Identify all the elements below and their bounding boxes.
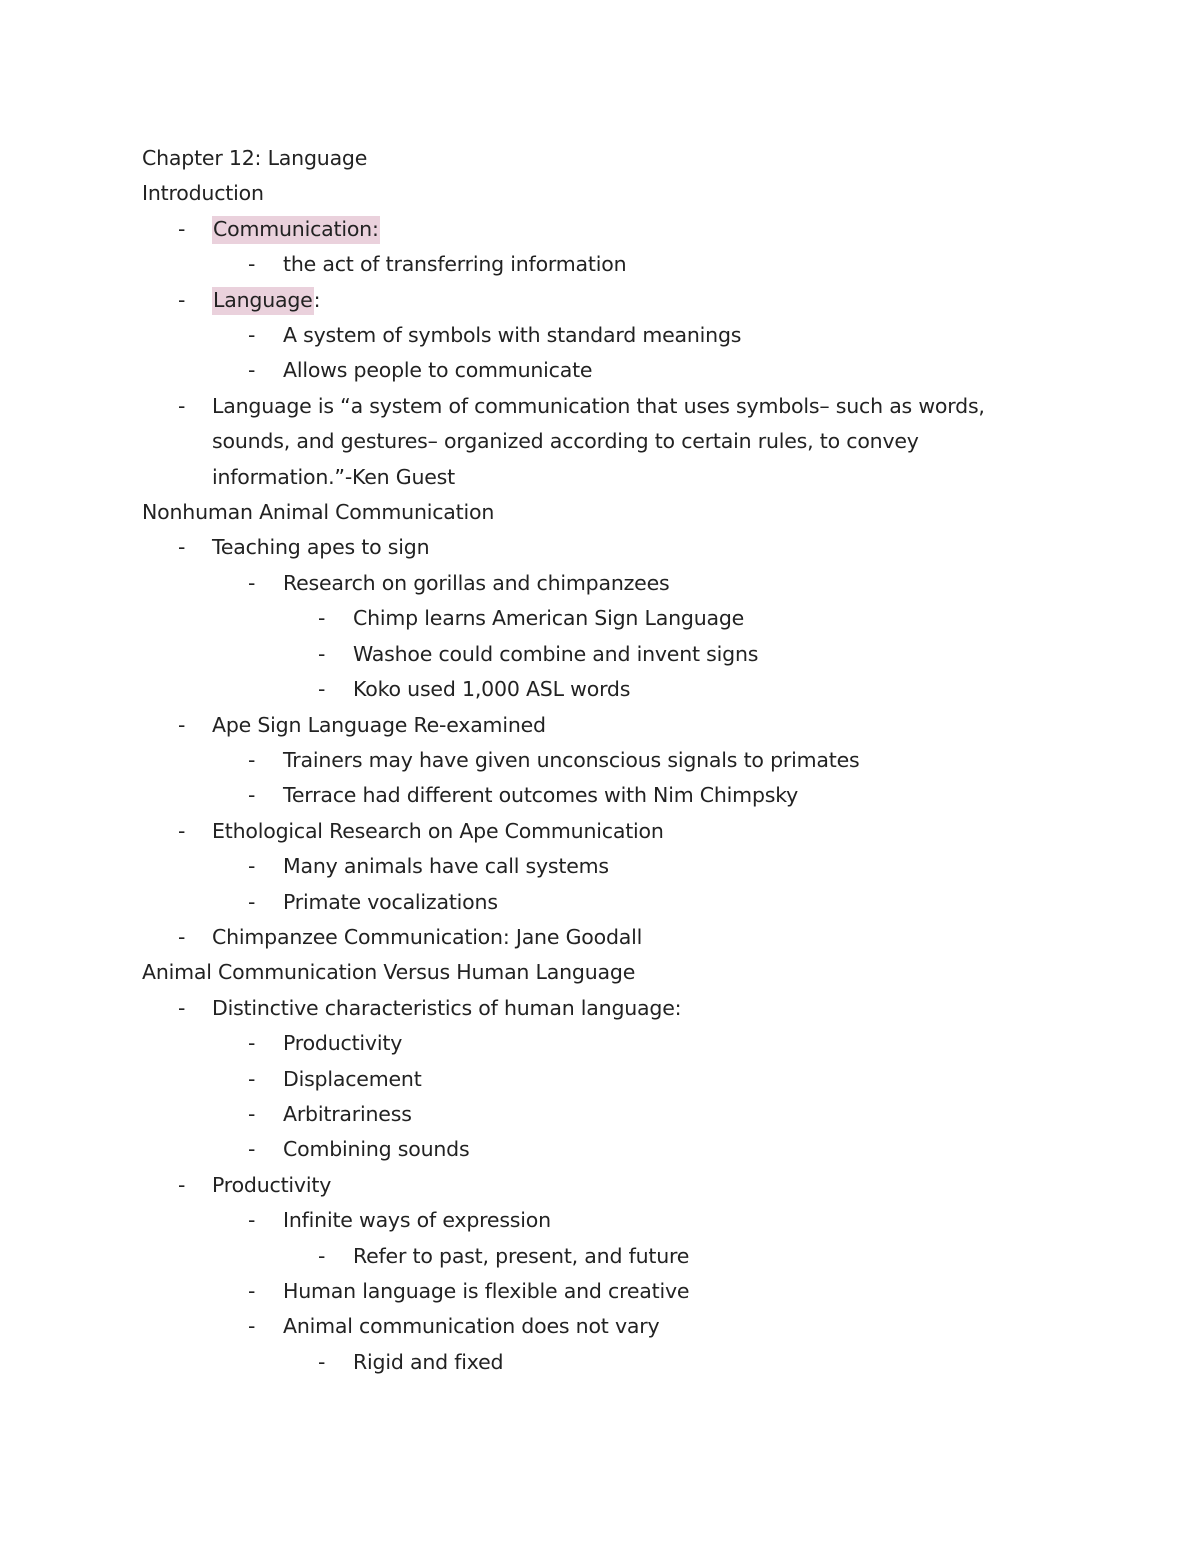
outline-item [142, 743, 1062, 778]
outline-item [142, 1097, 1062, 1132]
section-heading [142, 176, 1062, 211]
bullet-dash: - [248, 747, 256, 772]
line-text: Research on gorillas and chimpanzees [283, 570, 670, 595]
bullet-dash: - [178, 924, 186, 949]
bullet-dash: - [318, 1243, 326, 1268]
outline-item [142, 1239, 1062, 1274]
outline-item [142, 1203, 1062, 1238]
line-text: Infinite ways of expression [283, 1208, 551, 1233]
outline-item [142, 637, 1062, 672]
bullet-dash: - [248, 1279, 256, 1303]
line-text: Washoe could combine and invent signs [353, 641, 759, 666]
bullet-dash: - [318, 606, 326, 631]
outline-item [142, 708, 1062, 743]
section-heading [142, 495, 1062, 530]
outline-item [142, 1345, 1062, 1380]
bullet-dash: - [248, 252, 256, 277]
line-text: Primate vocalizations [283, 889, 498, 914]
highlighted-term: Language [212, 287, 314, 315]
line-suffix: : [313, 287, 321, 312]
line-text: Productivity [283, 1031, 403, 1056]
bullet-dash: - [248, 358, 256, 383]
outline-item [142, 1062, 1062, 1097]
outline-item [142, 814, 1062, 849]
line-text: Introduction [142, 181, 264, 206]
bullet-dash: - [248, 1314, 256, 1339]
outline-item [142, 849, 1062, 884]
bullet-dash: - [248, 1208, 256, 1233]
line-text: Many animals have call systems [283, 854, 609, 879]
bullet-dash: - [178, 995, 186, 1020]
bullet-dash: - [318, 641, 326, 666]
bullet-dash: - [318, 677, 326, 702]
line-text: Ethological Research on Ape Communication [212, 818, 664, 843]
notes-outline [142, 141, 1062, 1380]
line-text: Displacement [283, 1066, 422, 1091]
outline-item [142, 530, 1062, 565]
bullet-dash: - [178, 818, 186, 843]
line-text: Arbitrariness [283, 1101, 412, 1126]
bullet-dash: - [178, 535, 186, 560]
bullet-dash: - [178, 712, 186, 737]
outline-item [142, 1168, 1062, 1203]
bullet-dash: - [248, 1137, 256, 1162]
outline-item [142, 601, 1062, 636]
outline-item [142, 672, 1062, 707]
outline-item [142, 318, 1062, 353]
outline-item [142, 778, 1062, 813]
line-text: the act of transferring information [283, 252, 627, 277]
line-text: Distinctive characteristics of human language: [212, 995, 682, 1020]
line-text: Productivity [212, 1172, 332, 1197]
outline-item [142, 353, 1062, 388]
outline-item [142, 389, 1062, 495]
bullet-dash: - [248, 570, 256, 595]
line-text: A system of symbols with standard meanings [283, 323, 742, 348]
line-text: Chimp learns American Sign Language [353, 606, 745, 631]
line-text: Animal communication does not vary [283, 1314, 660, 1339]
outline-item [142, 247, 1062, 282]
line-text: Language is “a system of communication that uses symbols– such as words, sounds, and gestures– organized according to certain rules, to convey information.”-Ken Guest [212, 393, 985, 489]
highlighted-term: Communication: [212, 216, 380, 244]
bullet-dash: - [248, 1031, 256, 1056]
line-text: Trainers may have given unconscious signals to primates [283, 747, 860, 772]
line-text: Ape Sign Language Re-examined [212, 712, 546, 737]
bullet-dash: - [248, 1101, 256, 1126]
outline-item [142, 920, 1062, 955]
bullet-dash: - [248, 854, 256, 879]
line-text: Allows people to communicate [283, 358, 593, 383]
bullet-dash: - [178, 216, 186, 241]
line-text: Human language is flexible and creative [283, 1279, 690, 1303]
outline-item [142, 1132, 1062, 1167]
bullet-dash: - [248, 889, 256, 914]
line-text: Chapter 12: Language [142, 146, 368, 170]
bullet-dash: - [318, 1349, 326, 1374]
bullet-dash: - [178, 1172, 186, 1197]
bullet-dash: - [178, 287, 186, 312]
bullet-dash: - [178, 393, 186, 418]
outline-item [142, 1274, 1062, 1309]
outline-item [142, 885, 1062, 920]
outline-item [142, 212, 1062, 247]
line-text: Terrace had different outcomes with Nim Chimpsky [283, 783, 799, 808]
outline-item [142, 566, 1062, 601]
line-text: Chimpanzee Communication: Jane Goodall [212, 924, 643, 949]
line-text: Animal Communication Versus Human Language [142, 960, 636, 985]
bullet-dash: - [248, 783, 256, 808]
section-heading [142, 955, 1062, 990]
outline-item [142, 991, 1062, 1026]
bullet-dash: - [248, 1066, 256, 1091]
line-text: Nonhuman Animal Communication [142, 500, 495, 525]
line-text: Teaching apes to sign [212, 535, 430, 560]
line-text: Rigid and fixed [353, 1349, 504, 1374]
outline-item [142, 1309, 1062, 1344]
line-text: Combining sounds [283, 1137, 470, 1162]
bullet-dash: - [248, 323, 256, 348]
outline-item [142, 283, 1062, 318]
line-text: Refer to past, present, and future [353, 1243, 690, 1268]
line-text: Koko used 1,000 ASL words [353, 677, 631, 702]
outline-item [142, 1026, 1062, 1061]
section-heading [142, 141, 1062, 176]
